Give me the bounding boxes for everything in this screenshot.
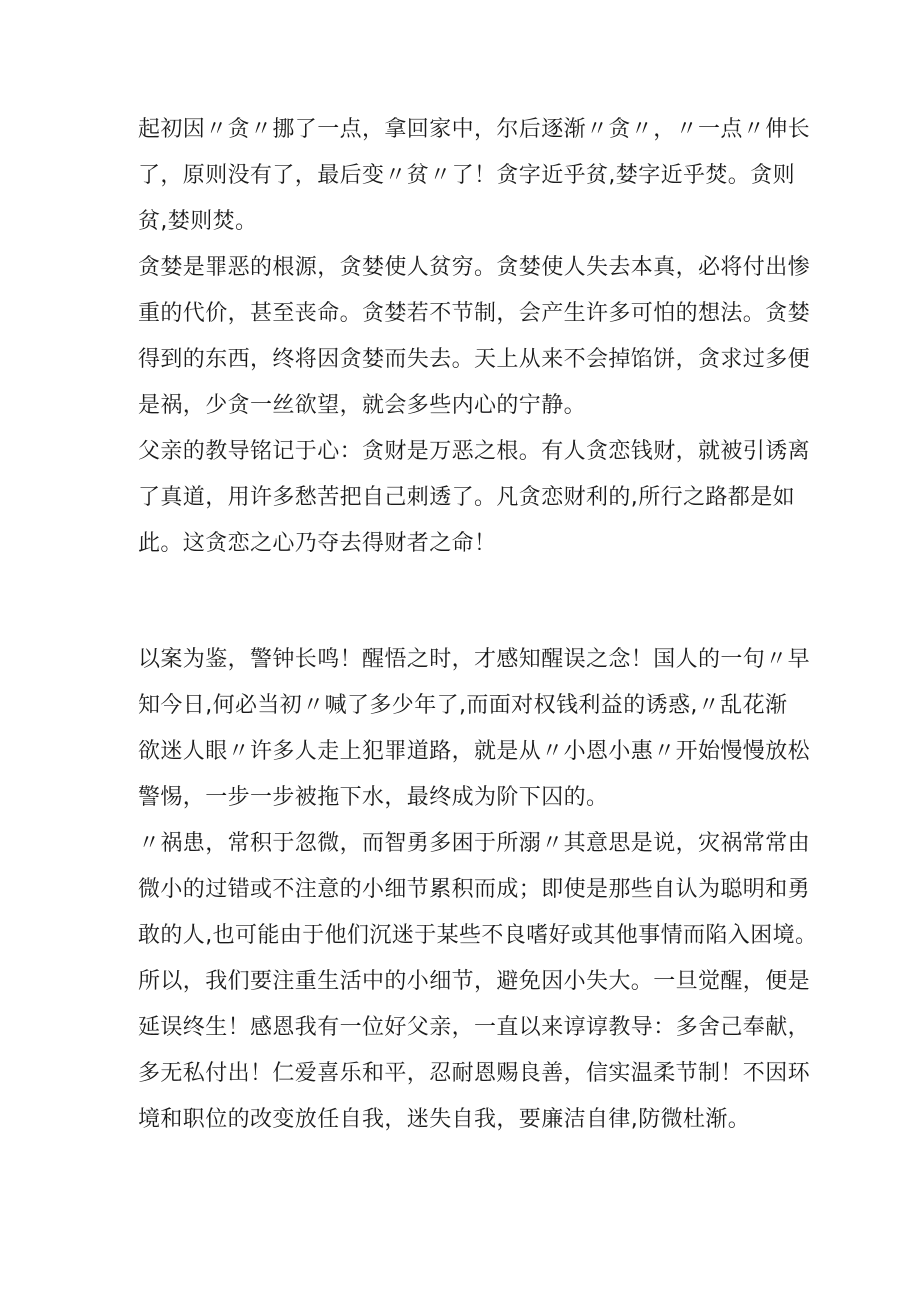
- paragraph-line: 所以，我们要注重生活中的小细节，避免因小失大。一旦觉醒，便是: [138, 969, 811, 994]
- paragraph-line: 微小的过错或不注意的小细节累积而成；即使是那些自认为聪明和勇: [138, 877, 811, 902]
- paragraph-line: 此。这贪恋之心乃夺去得财者之命！: [138, 531, 497, 556]
- paragraph-line: 父亲的教导铭记于心：贪财是万恶之根。有人贪恋钱财，就被引诱离: [138, 439, 811, 464]
- paragraph-line: 多无私付出！仁爱喜乐和平，忍耐恩赐良善，信实温柔节制！不因环: [138, 1061, 811, 1086]
- section-one: [138, 107, 811, 567]
- paragraph-line: 〃祸患，常积于忽微，而智勇多困于所溺〃其意思是说，灾祸常常由: [138, 831, 811, 856]
- paragraph-line: 贪婪是罪恶的根源，贪婪使人贫穷。贪婪使人失去本真，必将付出惨: [138, 255, 811, 280]
- paragraph-lesson-from-cases: [138, 637, 811, 821]
- paragraph-line: 境和职位的改变放任自我，迷失自我，要廉洁自律,防微杜渐。: [138, 1107, 751, 1132]
- paragraph-line: 了，原则没有了，最后变〃贫〃了！贪字近乎贫,婪字近乎焚。贪则: [138, 163, 795, 188]
- paragraph-greed-origin: [138, 107, 811, 245]
- paragraph-line: 敢的人,也可能由于他们沉迷于某些不良嗜好或其他事情而陷入困境。: [138, 923, 818, 948]
- paragraph-line: 延误终生！感恩我有一位好父亲，一直以来谆谆教导：多舍己奉献，: [138, 1015, 811, 1040]
- paragraph-line: 贫,婪则焚。: [138, 209, 258, 234]
- paragraph-line: 了真道，用许多愁苦把自己刺透了。凡贪恋财利的,所行之路都是如: [138, 485, 795, 510]
- section-two: [138, 637, 818, 1143]
- paragraph-line: 以案为鉴，警钟长鸣！醒悟之时，才感知醒误之念！国人的一句〃早: [138, 647, 811, 672]
- paragraph-line: 得到的东西，终将因贪婪而失去。天上从来不会掉馅饼，贪求过多便: [138, 347, 811, 372]
- paragraph-line: 起初因〃贪〃挪了一点，拿回家中，尔后逐渐〃贪〃，〃一点〃伸长: [138, 117, 811, 142]
- paragraph-greed-root-of-evil: [138, 245, 811, 429]
- paragraph-small-details: [138, 821, 818, 1143]
- paragraph-line: 知今日,何必当初〃喊了多少年了,而面对权钱利益的诱惑,〃乱花渐: [138, 693, 788, 718]
- paragraph-line: 欲迷人眼〃许多人走上犯罪道路，就是从〃小恩小惠〃开始慢慢放松: [138, 739, 811, 764]
- paragraph-line: 警惕，一步一步被拖下水，最终成为阶下囚的。: [138, 785, 609, 810]
- paragraph-father-teaching: [138, 429, 811, 567]
- paragraph-line: 是祸，少贪一丝欲望，就会多些内心的宁静。: [138, 393, 587, 418]
- paragraph-line: 重的代价，甚至丧命。贪婪若不节制，会产生许多可怕的想法。贪婪: [138, 301, 811, 326]
